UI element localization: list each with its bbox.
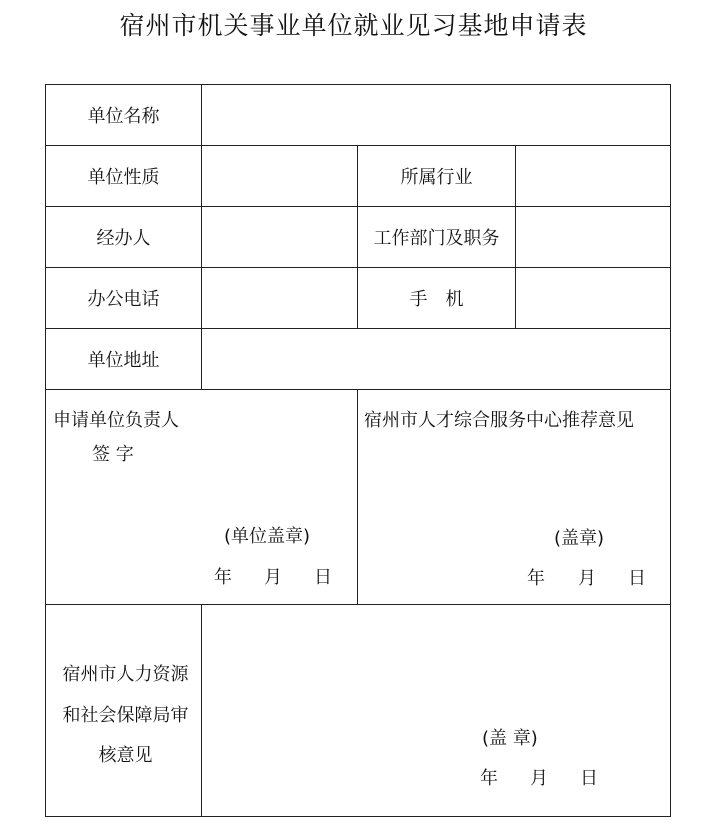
bureau-date-month: 月: [530, 768, 548, 789]
office-phone-value[interactable]: [202, 268, 357, 328]
label-mobile: 手 机: [409, 289, 464, 310]
applicant-seal: (单位盖章): [224, 526, 311, 547]
bureau-date-year: 年: [480, 768, 498, 789]
bureau-opinion-area[interactable]: [202, 605, 670, 816]
label-industry: 所属行业: [400, 167, 473, 188]
applicant-label-line2: 签 字: [92, 444, 134, 465]
label-dept-position: 工作部门及职务: [373, 228, 500, 249]
dept-position-value[interactable]: [516, 207, 670, 267]
center-date-day: 日: [628, 568, 646, 589]
mobile-value[interactable]: [516, 268, 670, 328]
center-label: 宿州市人才综合服务中心推荐意见: [364, 410, 634, 431]
industry-value[interactable]: [516, 146, 670, 206]
handler-value[interactable]: [202, 207, 357, 267]
center-date-year: 年: [527, 568, 545, 589]
applicant-date-day: 日: [314, 567, 332, 588]
table-line: [357, 389, 358, 605]
applicant-date-year: 年: [214, 567, 232, 588]
unit-name-value[interactable]: [202, 85, 670, 145]
bureau-label-line1: 宿州市人力资源: [62, 664, 189, 685]
bureau-label-line3: 核意见: [98, 745, 153, 766]
label-unit-address: 单位地址: [87, 350, 160, 371]
bureau-seal: (盖 章): [482, 728, 538, 749]
table-line: [45, 816, 671, 817]
label-handler: 经办人: [96, 228, 151, 249]
table-line: [45, 389, 671, 390]
form-title: 宿州市机关事业单位就业见习基地申请表: [119, 11, 588, 40]
label-office-phone: 办公电话: [87, 289, 160, 310]
center-seal: (盖章): [554, 528, 605, 549]
label-unit-name: 单位名称: [87, 106, 160, 127]
bureau-label-line2: 和社会保障局审: [62, 705, 189, 726]
unit-address-value[interactable]: [202, 329, 670, 389]
label-unit-nature: 单位性质: [87, 167, 160, 188]
applicant-label-line1: 申请单位负责人: [53, 410, 179, 431]
applicant-date-month: 月: [264, 567, 282, 588]
center-date-month: 月: [578, 568, 596, 589]
table-line: [670, 84, 671, 817]
bureau-date-day: 日: [580, 768, 598, 789]
unit-nature-value[interactable]: [202, 146, 357, 206]
